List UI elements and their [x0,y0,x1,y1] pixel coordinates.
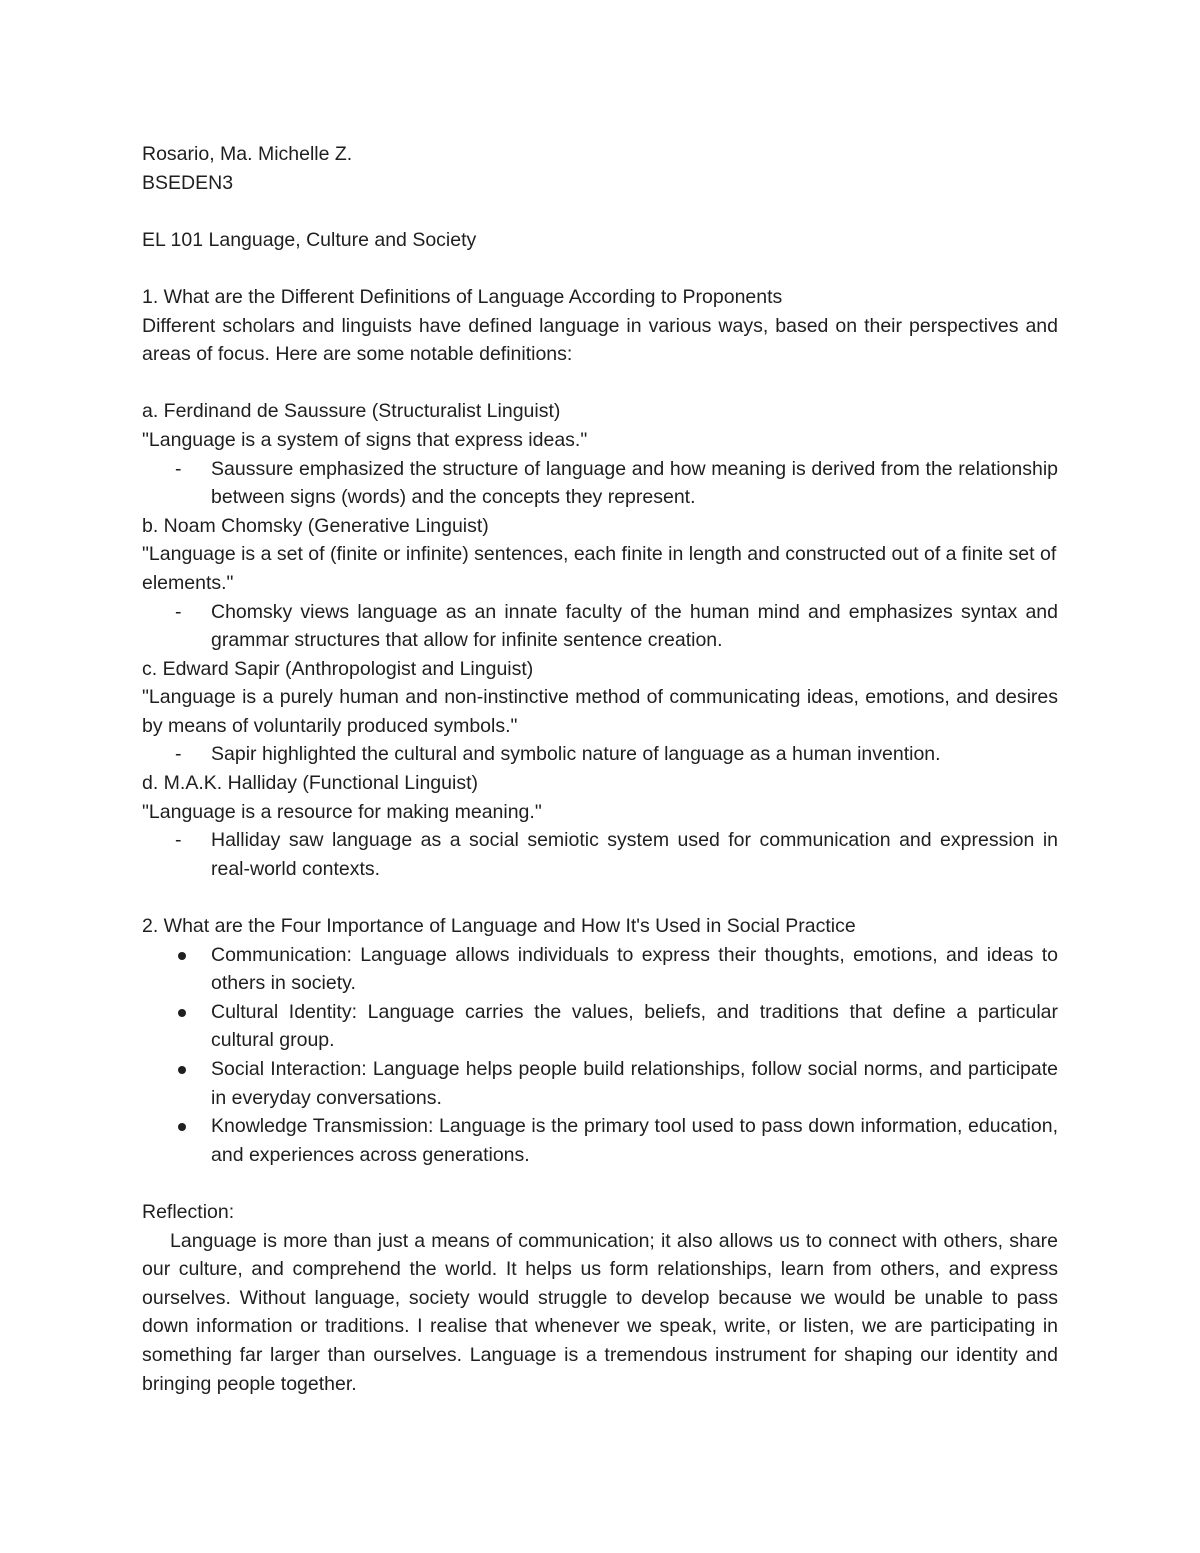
definition-heading: d. M.A.K. Halliday (Functional Linguist) [142,772,478,795]
definition-note-text: Halliday saw language as a social semiotic system used for communication and expression in real-world contexts. [211,829,1058,880]
definition-note-text: Saussure emphasized the structure of language and how meaning is derived from the relationship between signs (words) and the concepts they represent. [211,457,1058,509]
definition-halliday [142,769,1058,883]
definition-note-text: Sapir highlighted the cultural and symbolic nature of language as a human invention. [211,743,941,766]
definition-note [142,598,1058,655]
importance-text: Communication: Language allows individuals to express their thoughts, emotions, and ideas to others in society. [211,943,1058,995]
definition-heading: a. Ferdinand de Saussure (Structuralist Linguist) [142,400,561,423]
student-section: BSEDEN3 [142,171,234,194]
bullet-icon [178,952,186,960]
importance-item [142,1055,1058,1112]
definition-quote: "Language is a purely human and non-instinctive method of communicating ideas, emotions, and desires by means of voluntarily produced symbols." [142,686,1058,737]
definition-chomsky [142,512,1058,655]
importance-item [142,941,1058,998]
dash-marker: - [175,457,182,480]
importance-text: Cultural Identity: Language carries the values, beliefs, and traditions that define a particular cultural group. [211,1000,1058,1052]
reflection-heading: Reflection: [142,1200,235,1223]
definition-heading: c. Edward Sapir (Anthropologist and Linguist) [142,657,534,680]
bullet-icon [178,1009,186,1017]
definition-note [142,455,1058,512]
definition-note-text: Chomsky views language as an innate faculty of the human mind and emphasizes syntax and grammar structures that allow for infinite sentence creation. [211,600,1058,652]
importance-text: Knowledge Transmission: Language is the primary tool used to pass down information, education, and experiences across generations. [211,1115,1058,1166]
definition-note [142,740,1058,769]
definition-quote: "Language is a set of (finite or infinite) sentences, each finite in length and constructed out of a finite set of elements." [142,543,1057,594]
student-name: Rosario, Ma. Michelle Z. [142,143,353,165]
course-title: EL 101 Language, Culture and Society [142,228,477,251]
question-2-heading: 2. What are the Four Importance of Language and How It's Used in Social Practice [142,915,856,938]
definition-saussure [142,397,1058,511]
question-1-intro: Different scholars and linguists have defined language in various ways, based on their perspectives and areas of focus. Here are some notable definitions: [142,314,1058,366]
spacer [142,254,1058,283]
definition-quote: "Language is a system of signs that express ideas." [142,428,588,451]
definition-sapir [142,655,1058,769]
spacer [142,1169,1058,1198]
definition-heading: b. Noam Chomsky (Generative Linguist) [142,514,489,537]
importance-item [142,998,1058,1055]
bullet-icon [178,1066,186,1074]
bullet-icon [178,1123,186,1131]
dash-marker: - [175,743,182,766]
definition-note [142,826,1058,883]
dash-marker: - [175,829,182,852]
document-page [142,140,1058,1398]
importance-item [142,1112,1058,1169]
spacer [142,197,1058,226]
dash-marker: - [175,600,182,623]
importance-text: Social Interaction: Language helps people build relationships, follow social norms, and participate in everyday conversations. [211,1058,1058,1109]
spacer [142,369,1058,398]
reflection-body: Language is more than just a means of communication; it also allows us to connect with others, share our culture, and comprehend the world. It helps us form relationships, learn from others, and express ourselves. Without language, society would struggle to develop because we would be unable to pass down information or traditions. I realise that whenever we speak, write, or listen, we are participating in something far larger than ourselves. Language is a tremendous instrument for shaping our identity and bringing people together. [142,1229,1058,1395]
spacer [142,883,1058,912]
question-1-heading: 1. What are the Different Definitions of Language According to Proponents [142,285,783,308]
definition-quote: "Language is a resource for making meaning." [142,800,542,823]
